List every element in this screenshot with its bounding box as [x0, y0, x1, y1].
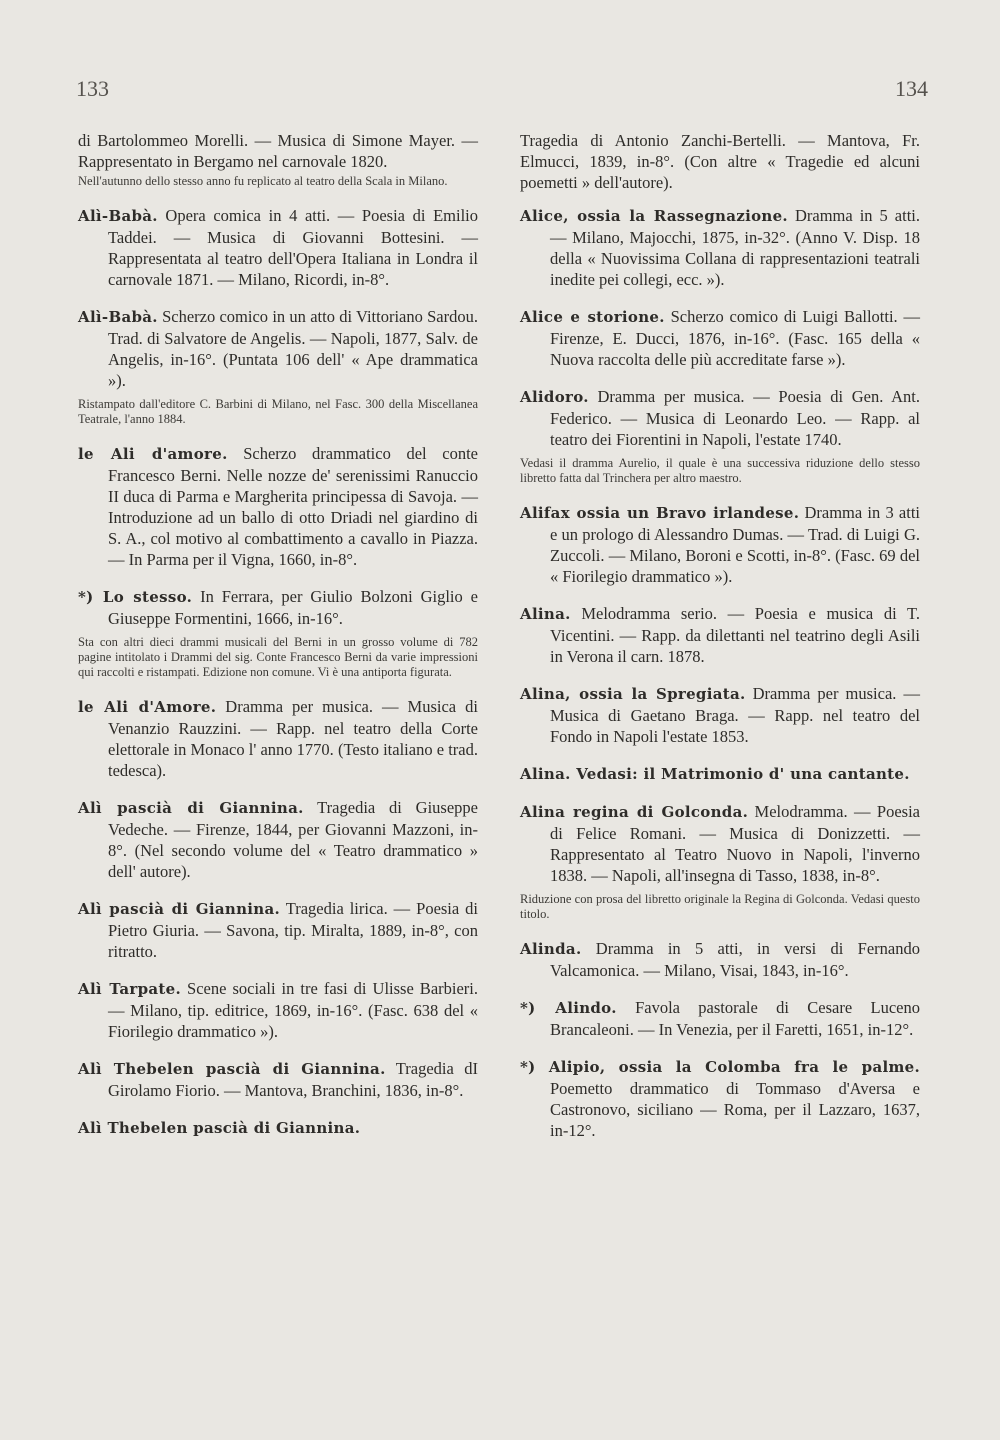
dictionary-entry [520, 502, 920, 587]
left-intro-text: di Bartolommeo Morelli. — Musica di Simone Mayer. — Rappresentato in Bergamo nel carnovale 1820. [78, 131, 478, 171]
entry-body: Dramma per musica. — Musica di Venanzio Rauzzini. — Rapp. nel teatro della Corte elettorale in Monaco l' anno 1770. (Testo italiano e trad. tedesca). [108, 697, 478, 780]
dictionary-entry [520, 801, 920, 886]
entry-body: Opera comica in 4 atti. — Poesia di Emilio Taddei. — Musica di Giovanni Bottesini. — Rappresentata al teatro dell'Opera Italiana in Londra il carnovale 1871. — Milano, Ricordi, in-8°. [108, 206, 478, 289]
entry-note: Sta con altri dieci drammi musicali del Berni in un grosso volume di 782 pagine intitolato i Drammi del sig. Conte Francesco Berni da varie impressioni qui raccolti e ristampati. Edizione non comune. Vi è una antiporta figurata. [78, 635, 478, 679]
entry-body: Scherzo comico in un atto di Vittoriano Sardou. Trad. di Salvatore de Angelis. — Napoli, 1877, Salv. de Angelis, in-16°. (Puntata 106 dell' « Ape drammatica »). [108, 307, 478, 390]
entry-note: Riduzione con prosa del libretto originale la Regina di Golconda. Vedasi questo titolo. [520, 892, 920, 921]
dictionary-entry [520, 386, 920, 450]
page-number-left: 133 [76, 76, 109, 101]
entry-body: Tragedia di Giuseppe Vedeche. — Firenze, 1844, per Giovanni Mazzoni, in-8°. (Nel secondo volume del « Teatro drammatico » dell' autore). [108, 798, 479, 881]
entry-headword: Alina regina di Golconda. [520, 803, 749, 821]
right-intro-text: Tragedia di Antonio Zanchi-Bertelli. — Mantova, Fr. Elmucci, 1839, in-8°. (Con altre « Tragedie ed alcuni poemetti » dell'autore). [520, 131, 920, 192]
entry-body: Scene sociali in tre fasi di Ulisse Barbieri. — Milano, tip. editrice, 1869, in-16°. (Fasc. 638 del « Fiorilegio drammatico »). [108, 979, 478, 1041]
entry-headword: Alice e storione. [520, 308, 665, 326]
entry-headword: Alì Thebelen pascià di Giannina. [78, 1060, 386, 1078]
entry-headword: Alì Thebelen pascià di Giannina. [78, 1119, 361, 1137]
dictionary-entry [78, 306, 478, 391]
dictionary-entry [520, 603, 920, 667]
dictionary-entry [78, 797, 478, 882]
entry-headword: le Ali d'Amore. [78, 698, 217, 716]
dictionary-entry [78, 898, 478, 962]
entry-headword: Alina. Vedasi: il Matrimonio d' una cantante. [520, 765, 910, 783]
entry-body: Dramma in 3 atti e un prologo di Alessandro Dumas. — Trad. di Luigi G. Zuccoli. — Milano, Boroni e Scotti, in-8°. (Fasc. 69 del « Fiorilegio drammatico »). [550, 503, 920, 586]
entry-headword: Alice, ossia la Rassegnazione. [520, 207, 788, 225]
dictionary-entry [78, 586, 478, 629]
entry-note: Vedasi il dramma Aurelio, il quale è una successiva riduzione dello stesso libretto fatta dal Trinchera per altro maestro. [520, 456, 920, 485]
entry-headword: Alinda. [520, 940, 582, 958]
entry-body: Melodramma serio. — Poesia e musica di T. Vicentini. — Rapp. da dilettanti nel teatrino degli Asili in Verona il carn. 1878. [550, 604, 920, 666]
entry-body: Tragedia lirica. — Poesia di Pietro Giuria. — Savona, tip. Miralta, 1889, in-8°, con ritratto. [108, 899, 479, 961]
entry-body: Melodramma. — Poesia di Felice Romani. — Musica di Donizzetti. — Rappresentato al Teatro Nuovo in Napoli, l'inverno 1838. — Napoli, all'insegna di Tasso, 1838, in-8°. [550, 802, 920, 885]
entry-body: Scherzo comico di Luigi Ballotti. — Firenze, E. Ducci, 1876, in-16°. (Fasc. 165 della « Nuova raccolta delle più accreditate farse »). [550, 307, 920, 369]
dictionary-entry [520, 1056, 920, 1141]
dictionary-entry [520, 938, 920, 981]
entry-body: Favola pastorale di Cesare Luceno Brancaleoni. — In Venezia, per il Faretti, 1651, in-12°. [550, 998, 920, 1039]
dictionary-entry [520, 306, 920, 370]
entry-headword: Alì-Babà. [78, 207, 158, 225]
dictionary-entry [520, 205, 920, 290]
dictionary-entry [520, 997, 920, 1040]
dictionary-entry [78, 1117, 478, 1139]
entry-body: Tragedia dI Girolamo Fiorio. — Mantova, Branchini, 1836, in-8°. [108, 1059, 478, 1100]
dictionary-entry [520, 763, 920, 785]
left-intro-note: Nell'autunno dello stesso anno fu replicato al teatro della Scala in Milano. [78, 174, 448, 188]
entry-headword: le Ali d'amore. [78, 445, 228, 463]
entry-headword: *) Lo stesso. [78, 588, 193, 606]
dictionary-entry [78, 696, 478, 781]
dictionary-entry [78, 205, 478, 290]
entry-note: Ristampato dall'editore C. Barbini di Milano, nel Fasc. 300 della Miscellanea Teatrale, l'anno 1884. [78, 397, 478, 426]
right-entries [520, 205, 920, 1141]
dictionary-entry [78, 443, 478, 570]
entry-body: Dramma per musica. — Poesia di Gen. Ant. Federico. — Musica di Leonardo Leo. — Rapp. al teatro dei Fiorentini in Napoli, l'estate 1740. [550, 387, 920, 449]
entry-headword: Alì-Babà. [78, 308, 158, 326]
entry-body: Dramma in 5 atti. — Milano, Majocchi, 1875, in-32°. (Anno V. Disp. 18 della « Nuovissima Collana di rappresentazioni teatrali inedite pei collegi, ecc. »). [550, 206, 920, 289]
entry-body: In Ferrara, per Giulio Bolzoni Giglio e Giuseppe Formentini, 1666, in-16°. [108, 587, 478, 628]
entry-headword: Alì Tarpate. [78, 980, 182, 998]
page-number-right: 134 [895, 76, 928, 101]
entry-body: Dramma in 5 atti, in versi di Fernando Valcamonica. — Milano, Visai, 1843, in-16°. [550, 939, 920, 980]
entry-headword: *) Alipio, ossia la Colomba fra le palme. [520, 1058, 920, 1076]
entry-body: Scherzo drammatico del conte Francesco Berni. Nelle nozze de' serenissimi Ranuccio II duca di Parma e Margherita principessa di Savoja. — Introduzione ad un ballo di otto Driadi nel giardino di S. A., col motivo al combattimento a cavallo in Piazza. — In Parma per il Vigna, 1660, in-8°. [108, 444, 478, 569]
entry-body: Dramma per musica. — Musica di Gaetano Braga. — Rapp. nel teatro del Fondo in Napoli l'estate 1853. [550, 684, 920, 746]
dictionary-entry [520, 683, 920, 747]
dictionary-entry [78, 1058, 478, 1101]
entry-body: Poemetto drammatico di Tommaso d'Aversa e Castronovo, siciliano — Roma, per il Lazzaro, 1637, in-12°. [550, 1079, 920, 1140]
right-column [520, 130, 920, 1157]
entry-headword: Alì pascià di Giannina. [78, 799, 304, 817]
entry-headword: Alina, ossia la Spregiata. [520, 685, 746, 703]
left-entries [78, 205, 478, 1139]
entry-headword: Alidoro. [520, 388, 589, 406]
entry-headword: Alifax ossia un Bravo irlandese. [520, 504, 800, 522]
dictionary-entry [78, 978, 478, 1042]
entry-headword: *) Alindo. [520, 999, 617, 1017]
left-column [78, 130, 478, 1155]
entry-headword: Alì pascià di Giannina. [78, 900, 281, 918]
entry-headword: Alina. [520, 605, 571, 623]
